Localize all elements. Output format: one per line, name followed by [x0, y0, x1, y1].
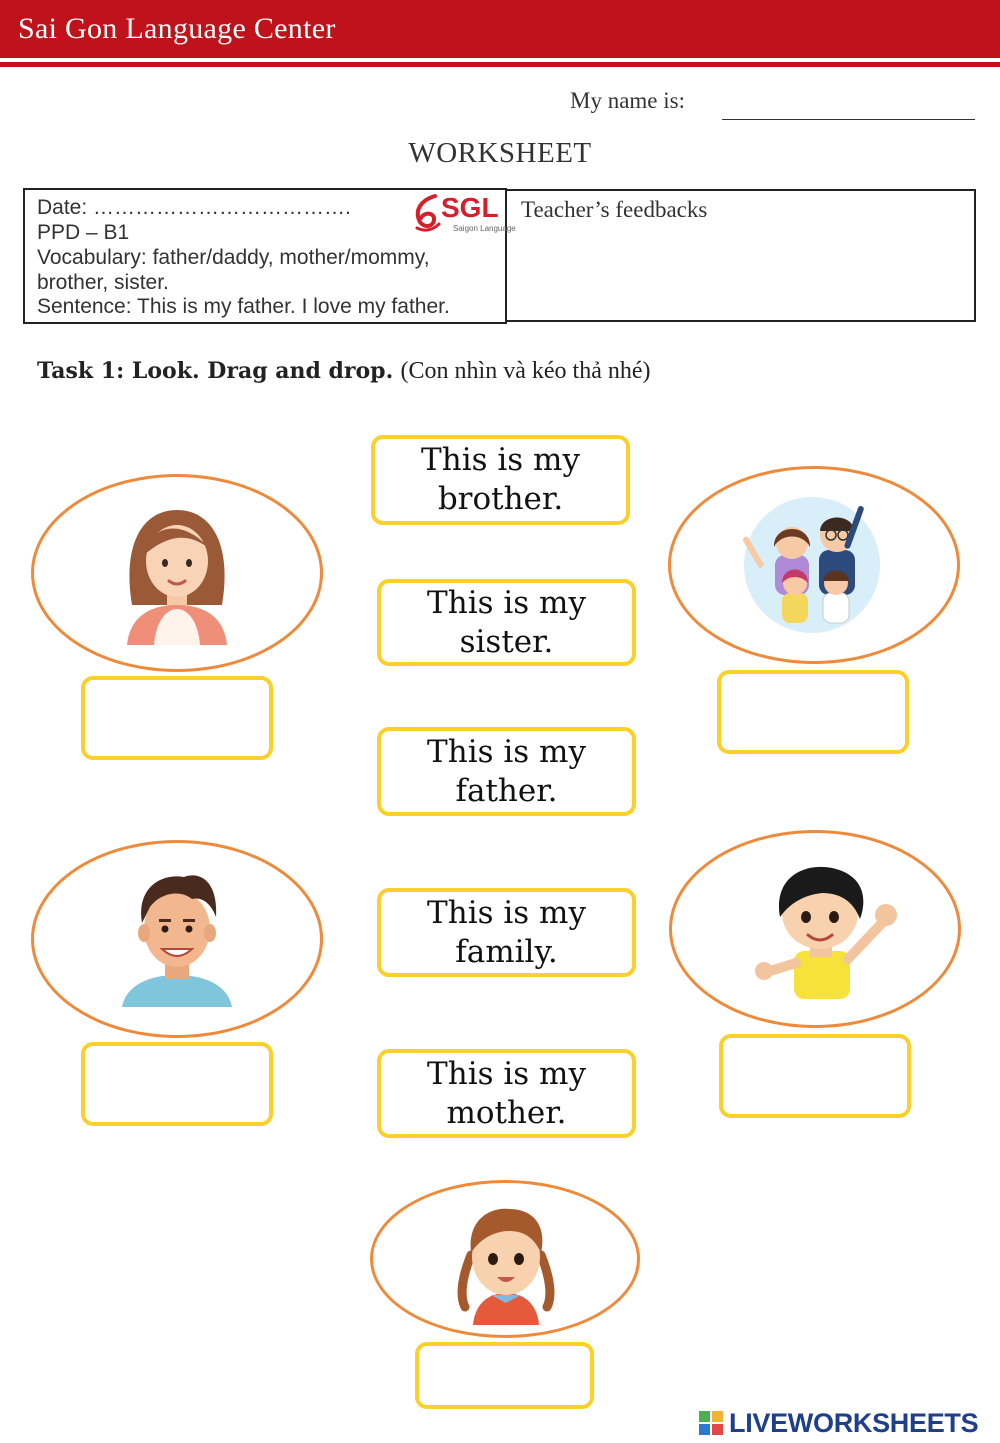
brother-picture-oval: [669, 830, 961, 1028]
answer-drop-box-brother[interactable]: [719, 1034, 911, 1118]
header-title: Sai Gon Language Center: [18, 12, 336, 45]
sentence-card-sister[interactable]: [377, 579, 636, 666]
level-line: PPD – B1: [37, 221, 130, 244]
father-face-icon: [122, 867, 232, 1007]
liveworksheets-squares-icon: [698, 1410, 726, 1436]
family-group-icon: [737, 495, 887, 635]
liveworksheets-logo: [698, 1408, 978, 1438]
feedback-label: Teacher’s feedbacks: [521, 197, 708, 222]
answer-drop-box-father[interactable]: [81, 1042, 273, 1126]
sister-girl-icon: [451, 1195, 561, 1325]
sentence-line-1: This is my: [421, 442, 580, 478]
sister-picture-oval: [370, 1180, 640, 1338]
name-label: My name is:: [570, 88, 685, 113]
answer-drop-box-sister[interactable]: [415, 1342, 594, 1409]
sentence-line-1: This is my: [427, 894, 586, 931]
sentence-card-brother[interactable]: [371, 435, 630, 525]
sentence-line-2: family.: [455, 933, 558, 970]
mother-picture-oval: [31, 474, 323, 672]
liveworksheets-text: LIVEWORKSHEETS: [729, 1407, 979, 1438]
task-note: (Con nhìn và kéo thả nhé): [400, 358, 651, 384]
sentence-card-mother[interactable]: [377, 1049, 636, 1138]
vocabulary-line: Vocabulary: father/daddy, mother/mommy,: [37, 246, 430, 269]
sentence-line-2: mother.: [446, 1094, 567, 1131]
family-picture-oval: [668, 466, 960, 664]
task-instruction: [37, 358, 650, 385]
brother-boy-icon: [742, 863, 902, 1003]
sentence-line-2: sister.: [459, 623, 554, 660]
sentence-line-2: father.: [455, 772, 558, 809]
date-line: Date: ……………………………….: [37, 196, 351, 219]
task-title: Task 1: Look. Drag and drop.: [37, 358, 394, 384]
sentence-card-family[interactable]: [377, 888, 636, 977]
feedback-box: [507, 189, 976, 322]
sgl-logo: [411, 192, 516, 238]
sgl-swirl-icon: [411, 192, 443, 236]
vocabulary-line-2: brother, sister.: [37, 271, 169, 294]
sgl-logo-text: SGL: [441, 192, 499, 223]
answer-drop-box-mother[interactable]: [81, 676, 273, 760]
name-input-line[interactable]: [722, 119, 975, 120]
sentence-line: Sentence: This is my father. I love my father.: [37, 295, 450, 318]
answer-drop-box-family[interactable]: [717, 670, 909, 754]
father-picture-oval: [31, 840, 323, 1038]
mother-face-icon: [122, 505, 232, 645]
sentence-card-father[interactable]: [377, 727, 636, 816]
header-rule: [0, 62, 1000, 67]
sentence-line-1: This is my: [427, 733, 586, 770]
header-bar: [0, 0, 1000, 58]
worksheet-title: WORKSHEET: [408, 137, 592, 169]
sentence-line-1: This is my: [427, 1055, 586, 1092]
sentence-line-1: This is my: [427, 584, 586, 621]
sgl-logo-subtext: Saigon Language: [453, 224, 516, 233]
sentence-line-2: brother.: [437, 481, 564, 517]
